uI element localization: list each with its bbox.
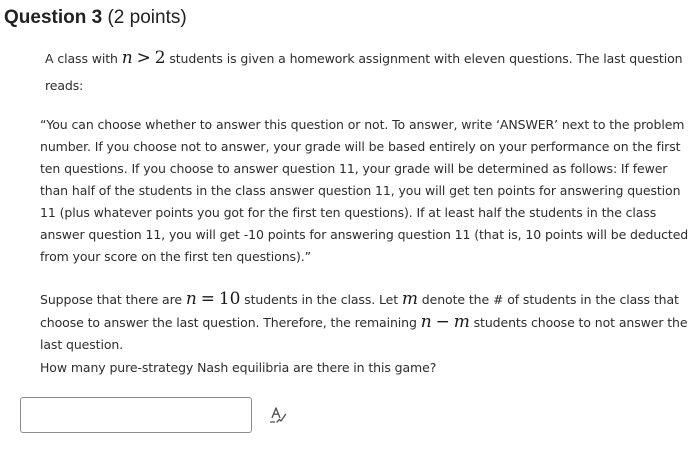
question-points: (2 points) [107, 7, 187, 28]
equation-editor-icon[interactable] [268, 405, 288, 425]
math-gt: > [136, 48, 151, 68]
setup-text-3: denote the # of students in the class that choose to answer the last question. Therefore, the remaining [40, 292, 679, 330]
setup-text-4: students choose to not answer the last question. [40, 315, 688, 352]
math-two: 2 [154, 48, 166, 68]
question-setup [40, 288, 692, 356]
intro-text-2: students is given a homework assignment with eleven questions. The last question reads: [45, 51, 683, 93]
setup-text-2: students in the class. Let [244, 292, 399, 307]
math-var-n: n [185, 289, 197, 309]
setup-text-1: Suppose that there are [40, 292, 182, 307]
math-var-m: m [453, 312, 470, 332]
math-eq: = [200, 289, 215, 309]
answer-input[interactable] [20, 397, 252, 433]
math-var-n: n [420, 312, 432, 332]
question-prompt: How many pure-strategy Nash equilibria are there in this game? [40, 360, 437, 375]
math-ten: 10 [218, 289, 241, 309]
question-quote: “You can choose whether to answer this question or not. To answer, write ‘ANSWER’ next to the problem number. If you choose not to answer, your grade will be based entirely on your performance on the first ten questions. If you choose to answer question 11, your grade will be determined as follows: If fewer than half of the students in the class answer question 11, you will get ten points for answering question 11 (plus whatever points you got for the first ten questions). If at least half the students in the class answer question 11, you will get -10 points for answering question 11 (that is, 10 points will be deducted from your score on the first ten questions).” [40, 117, 689, 264]
question-title [4, 6, 187, 30]
intro-text-1: A class with [45, 51, 118, 66]
math-minus: − [435, 312, 450, 332]
math-var-n: n [121, 48, 133, 68]
math-var-m: m [401, 289, 418, 309]
question-intro [45, 45, 685, 99]
equation-editor-glyph [268, 405, 288, 425]
question-number: Question 3 [4, 7, 103, 28]
